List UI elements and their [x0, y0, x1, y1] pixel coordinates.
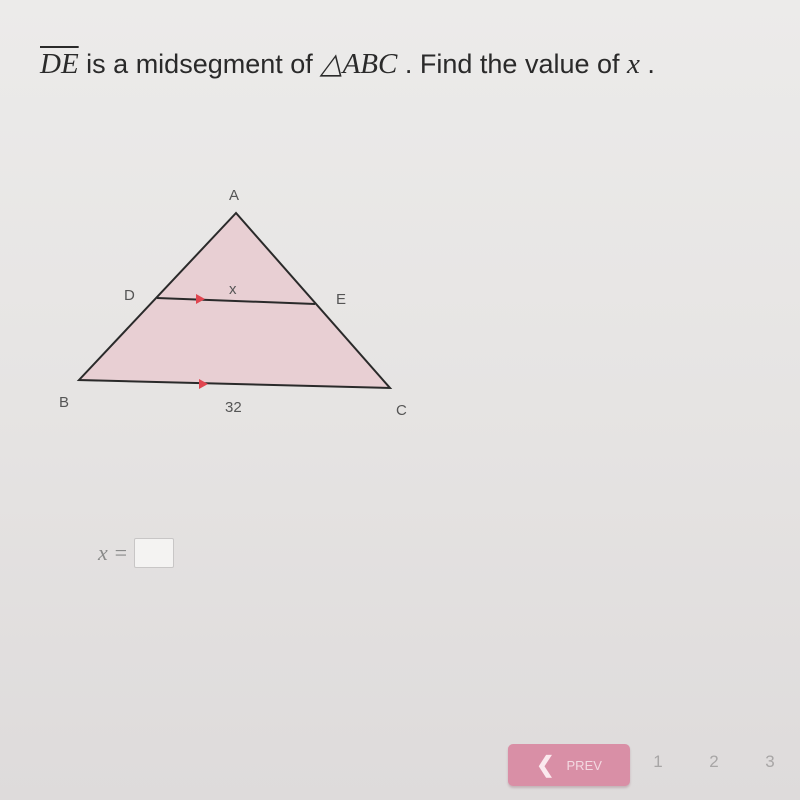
question-part-1: is a midsegment of: [78, 49, 321, 79]
vertex-label-d: D: [124, 287, 135, 304]
variable-x: x: [627, 48, 640, 80]
vertex-label-b: B: [59, 394, 70, 411]
answer-label: x =: [98, 540, 129, 565]
triangle-symbol: △: [320, 48, 343, 80]
question-text: [40, 46, 655, 81]
answer-input[interactable]: [134, 538, 174, 568]
prev-button[interactable]: [508, 744, 630, 786]
vertex-label-c: C: [396, 402, 407, 419]
chevron-left-icon: ❮: [536, 752, 555, 777]
page-link-2[interactable]: 2: [709, 752, 719, 771]
pagination: [650, 752, 778, 772]
triangle-name: ABC: [342, 48, 398, 80]
vertex-label-e: E: [336, 291, 347, 308]
answer-row: [98, 538, 174, 568]
page-link-3[interactable]: 3: [765, 752, 775, 771]
base-label: 32: [225, 399, 242, 416]
midsegment-label: x: [229, 281, 237, 298]
triangle-figure: [50, 175, 430, 425]
question-part-2: . Find the value of: [397, 49, 628, 79]
prev-button-label: PREV: [566, 757, 602, 773]
segment-de: $\overline{DE}$: [40, 48, 79, 80]
page-link-1[interactable]: 1: [653, 752, 663, 771]
question-part-3: .: [639, 49, 655, 79]
vertex-label-a: A: [229, 187, 240, 204]
